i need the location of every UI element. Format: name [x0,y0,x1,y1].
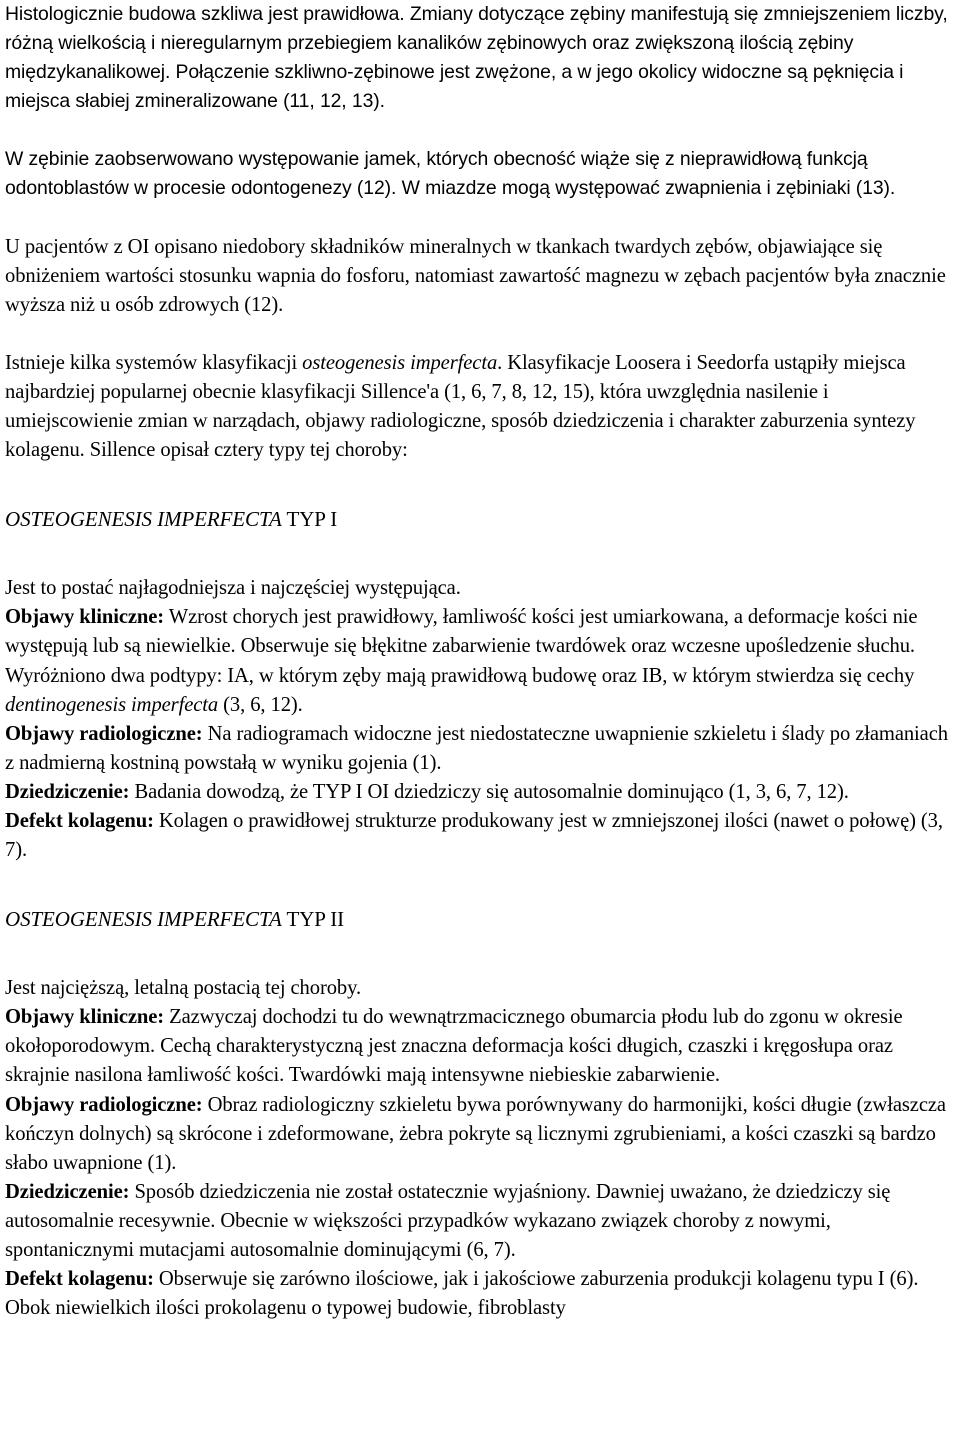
type-1-radiologic-text: Na radiogramach widoczne jest niedostateczne uwapnienie szkieletu i ślady po złamaniach z nadmierną kostniną powstałą w wyniku gojenia (1). [5,722,948,774]
classification-text-end: . Klasyfikacje Loosera i Seedorfa ustąpiły miejsca najbardziej popularnej obecnie klasyfikacji Sillence'a (1, 6, 7, 8, 12, 15), która uwzględnia nasilenie i umiejscowienie zmian w narządach, objawy radiologiczne, sposób dziedziczenia i charakter zaburzenia syntezy kolagenu. Sillence opisał cztery typy tej choroby: [5,351,916,462]
heading-type-2 [5,905,957,934]
type-2-inheritance [5,1178,957,1265]
type-1-intro: Jest to postać najłagodniejsza i najczęściej występująca. [5,577,461,600]
type-2-inheritance-label: Dziedziczenie: [5,1180,130,1203]
type-2-clinical-label: Objawy kliniczne: [5,1006,165,1029]
type-1-clinical [5,603,957,719]
type-2-collagen-text: Obserwuje się zarówno ilościowe, jak i jakościowe zaburzenia produkcji kolagenu typu I (6). Obok niewielkich ilości prokolagenu o typowej budowie, fibroblasty [5,1268,919,1320]
classification-text-start: Istnieje kilka systemów klasyfikacji [5,351,303,374]
type-1-collagen-label: Defekt kolagenu: [5,809,154,832]
type-1-inheritance-label: Dziedziczenie: [5,780,130,803]
type-1-collagen [5,807,957,865]
type-1-clinical-text-start: Wzrost chorych jest prawidłowy, łamliwość kości jest umiarkowana, a deformacje kości nie występują lub są niewielkie. Obserwuje się błękitne zabarwienie twardówek oraz wczesne upośledzenie słuchu. Wyróżniono dwa podtypy: IA, w którym zęby mają prawidłową budowę oraz IB, w którym stwierdza się cechy [5,606,918,687]
type-2-radiologic-label: Objawy radiologiczne: [5,1093,203,1116]
heading-type-2-suffix: TYP II [281,907,345,932]
type-2-radiologic [5,1091,957,1178]
type-2-radiologic-text: Obraz radiologiczny szkieletu bywa porównywany do harmonijki, kości długie (zwłaszcza kończyn dolnych) są skrócone i zdeformowane, żebra pokryte są licznymi zgrubieniami, a kości czaszki są bardzo słabo uwapnione (1). [5,1093,946,1174]
classification-term: osteogenesis imperfecta [302,351,498,374]
type-1-clinical-label: Objawy kliniczne: [5,606,165,629]
heading-type-1-name: OSTEOGENESIS IMPERFECTA [5,507,282,532]
paragraph-histology: Histologicznie budowa szkliwa jest prawidłowa. Zmiany dotyczące zębiny manifestują się zmniejszeniem liczby, różną wielkością i nieregularnym przebiegiem kanalików zębinowych oraz zwiększoną ilością zębiny międzykanalikowej. Połączenie szkliwno-zębinowe jest zwężone, a w jego okolicy widoczne są pęknięcia i miejsca słabiej zmineralizowane (11, 12, 13). [5,3,948,113]
paragraph-classification [5,349,957,465]
heading-type-2-name: OSTEOGENESIS IMPERFECTA [5,907,282,932]
type-1-clinical-term: dentinogenesis imperfecta [5,693,219,716]
type-2-inheritance-text: Sposób dziedziczenia nie został ostatecznie wyjaśniony. Dawniej uważano, że dziedziczy się autosomalnie recesywnie. Obecnie w większości przypadków wykazano związek choroby z nowymi, spontanicznymi mutacjami autosomalnie dominującymi (6, 7). [5,1180,891,1261]
heading-type-1-suffix: TYP I [281,507,338,532]
document-page [5,0,957,1323]
type-1-inheritance-text: Badania dowodzą, że TYP I OI dziedziczy się autosomalnie dominująco (1, 3, 6, 7, 12). [129,780,849,803]
type-2-collagen [5,1265,957,1323]
type-1-collagen-text: Kolagen o prawidłowej strukturze produkowany jest w zmniejszonej ilości (nawet o połowę) (3, 7). [5,809,943,862]
type-2-collagen-label: Defekt kolagenu: [5,1268,154,1291]
type-1-radiologic [5,720,957,778]
type-2-clinical-text: Zazwyczaj dochodzi tu do wewnątrzmacicznego obumarcia płodu lub do zgonu w okresie okołoporodowym. Cechą charakterystyczną jest znaczna deformacja kości długich, czaszki i kręgosłupa oraz skrajnie nasilona łamliwość kości. Twardówki mają intensywne niebieskie zabarwienie. [5,1006,903,1087]
type-2-clinical [5,1003,957,1090]
type-1-clinical-text-end: (3, 6, 12). [218,693,303,716]
type-1-inheritance [5,778,957,807]
type-2-intro: Jest najcięższą, letalną postacią tej choroby. [5,977,362,1000]
type-1-radiologic-label: Objawy radiologiczne: [5,722,203,745]
paragraph-dentin-pits: W zębinie zaobserwowano występowanie jamek, których obecność wiąże się z nieprawidłową funkcją odontoblastów w procesie odontogenezy (12). W miazdze mogą występować zwapnienia i zębiniaki (13). [5,148,896,200]
paragraph-mineral-deficiency: U pacjentów z OI opisano niedobory składników mineralnych w tkankach twardych zębów, objawiające się obniżeniem wartości stosunku wapnia do fosforu, natomiast zawartość magnezu w zębach pacjentów była znacznie wyższa niż u osób zdrowych (12). [5,235,946,316]
heading-type-1 [5,505,957,534]
